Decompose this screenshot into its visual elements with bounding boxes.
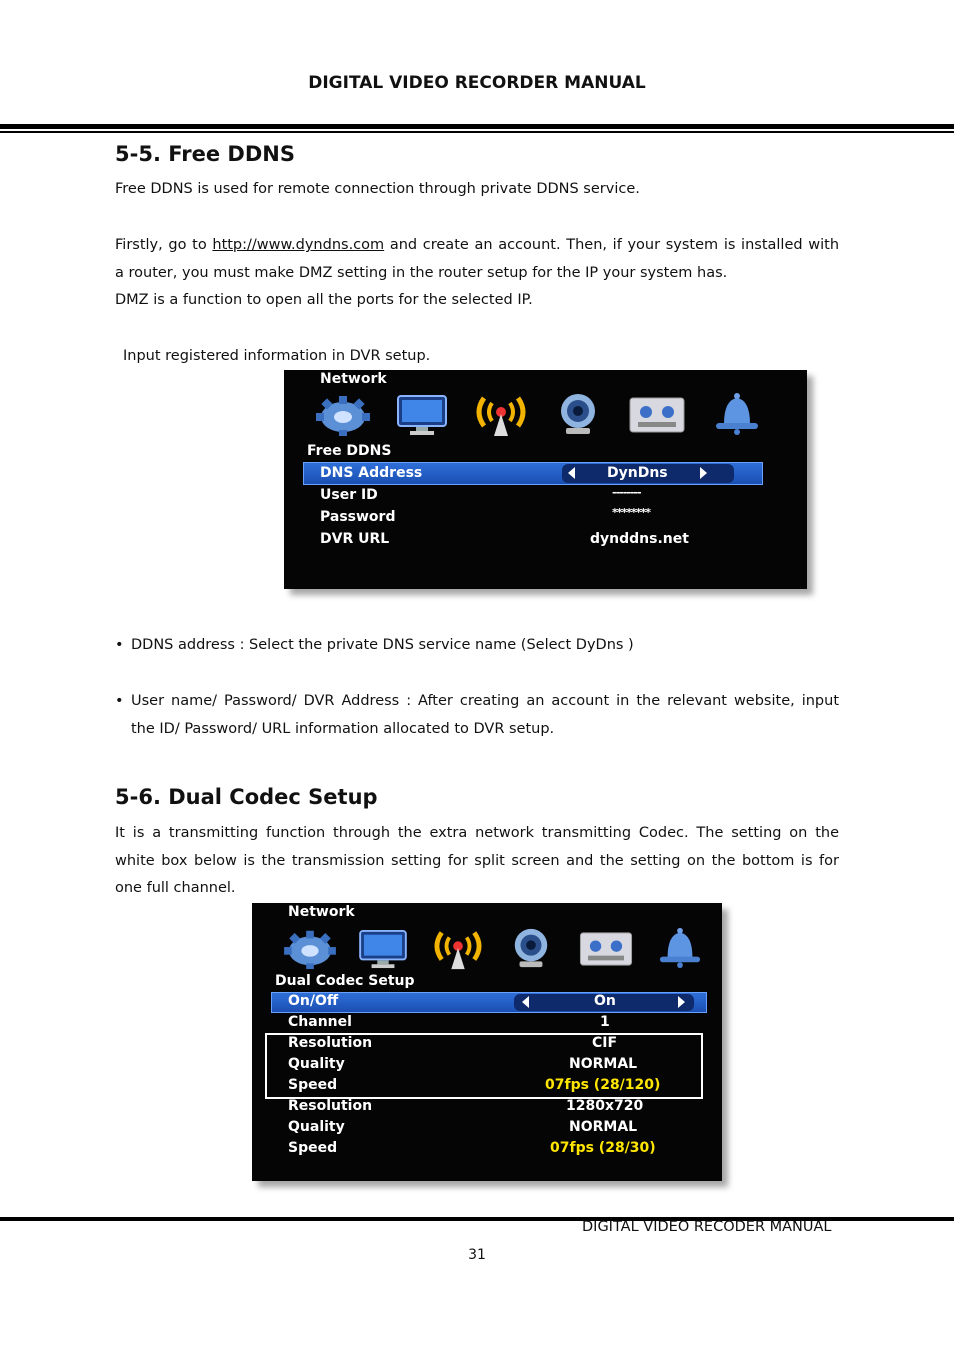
bullet-user-credentials: [115, 687, 839, 743]
row-label[interactable]: User ID: [320, 487, 378, 503]
section-heading-dual-codec: 5-6. Dual Codec Setup: [115, 785, 378, 809]
arrow-right-icon[interactable]: [700, 467, 707, 479]
monitor-icon[interactable]: [396, 394, 448, 436]
document-header-title: DIGITAL VIDEO RECORDER MANUAL: [308, 73, 646, 93]
recorder-icon[interactable]: [578, 931, 634, 967]
section-title: Dual Codec Setup: [275, 973, 415, 989]
monitor-icon[interactable]: [358, 929, 408, 969]
instruction-line-1: [115, 232, 839, 260]
description-line-3: one full channel.: [115, 880, 236, 897]
bell-icon[interactable]: [712, 390, 762, 436]
arrow-left-icon[interactable]: [568, 467, 575, 479]
arrow-left-icon[interactable]: [522, 996, 529, 1008]
header-rule-thick: [0, 124, 954, 129]
row-label[interactable]: Quality: [288, 1056, 345, 1072]
free-ddns-intro: Free DDNS is used for remote connection through private DDNS service.: [115, 181, 640, 197]
description-line-1: It is a transmitting function through the extra network transmitting Codec. The setting on the: [115, 825, 839, 841]
row-label[interactable]: Speed: [288, 1077, 338, 1093]
bell-icon[interactable]: [656, 925, 704, 969]
bullet-text-line-2: the ID/ Password/ URL information allocated to DVR setup.: [131, 721, 555, 737]
page-number: 31: [468, 1247, 486, 1263]
row-label[interactable]: Password: [320, 509, 396, 525]
gear-icon[interactable]: [314, 390, 372, 438]
instruction-text-pre: Firstly, go to: [115, 237, 207, 253]
row-value[interactable]: dynddns.net: [590, 531, 689, 547]
row-label[interactable]: Speed: [288, 1140, 338, 1156]
row-value[interactable]: NORMAL: [569, 1119, 638, 1135]
arrow-right-icon[interactable]: [678, 996, 685, 1008]
row-label[interactable]: DNS Address: [320, 465, 423, 481]
section-title: Free DDNS: [307, 443, 392, 459]
row-value[interactable]: 07fps (28/120): [545, 1077, 661, 1093]
instruction-text-post: and create an account. Then, if your system is installed with: [389, 237, 840, 253]
row-label[interactable]: Resolution: [288, 1098, 373, 1114]
row-value[interactable]: ********: [612, 506, 651, 519]
row-label[interactable]: On/Off: [288, 993, 339, 1009]
webcam-icon[interactable]: [556, 392, 600, 436]
row-label[interactable]: Channel: [288, 1014, 352, 1030]
bullet-ddns-address: [115, 631, 839, 659]
row-label[interactable]: Resolution: [288, 1035, 373, 1051]
row-value[interactable]: --------: [612, 486, 641, 499]
bullet-text-line-1: User name/ Password/ DVR Address : After creating an account in the relevant website, input: [131, 693, 839, 709]
row-label[interactable]: DVR URL: [320, 531, 390, 547]
footer-title: DIGITAL VIDEO RECODER MANUAL: [582, 1219, 832, 1235]
dyndns-link[interactable]: http://www.dyndns.com: [212, 237, 385, 253]
bullet-mark: •: [115, 637, 124, 653]
dmz-explanation: DMZ is a function to open all the ports for the selected IP.: [115, 292, 533, 309]
webcam-icon[interactable]: [510, 927, 552, 969]
recorder-icon[interactable]: [628, 396, 686, 434]
row-value[interactable]: 1280x720: [566, 1098, 644, 1114]
wireless-icon[interactable]: [430, 925, 486, 971]
dvr-setup-caption: Input registered information in DVR setup.: [123, 348, 431, 364]
instruction-line-2: a router, you must make DMZ setting in the router setup for the IP your system has.: [115, 264, 728, 281]
dvr-screen-free-ddns: [284, 370, 807, 589]
bullet-mark: •: [115, 693, 124, 709]
row-label[interactable]: Quality: [288, 1119, 345, 1135]
dual-codec-description: [115, 820, 839, 903]
bullet-text: DDNS address : Select the private DNS service name (Select DyDns ): [131, 637, 634, 653]
dvr-screen-dual-codec: [252, 903, 722, 1181]
section-heading-free-ddns: 5-5. Free DDNS: [115, 142, 295, 166]
free-ddns-instructions: [115, 232, 839, 315]
header-rule-thin: [0, 131, 954, 133]
row-value[interactable]: 07fps (28/30): [550, 1140, 656, 1156]
row-value[interactable]: CIF: [592, 1035, 618, 1051]
row-value[interactable]: 1: [600, 1014, 610, 1030]
row-value[interactable]: NORMAL: [569, 1056, 638, 1072]
description-line-2: white box below is the transmission setting for split screen and the setting on the bottom is for: [115, 852, 839, 869]
gear-icon[interactable]: [282, 925, 338, 971]
row-value[interactable]: On: [594, 993, 616, 1009]
row-value[interactable]: DynDns: [607, 465, 668, 481]
menu-title: Network: [320, 371, 387, 387]
wireless-icon[interactable]: [472, 390, 530, 438]
menu-title: Network: [288, 904, 355, 920]
